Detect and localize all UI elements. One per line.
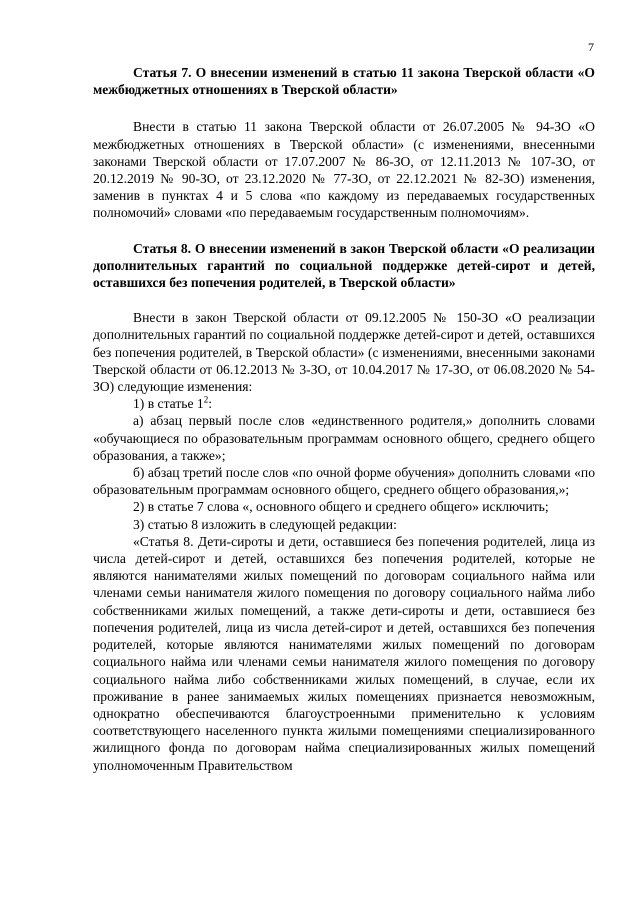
page-number: 7 xyxy=(588,40,594,54)
item-1-colon: : xyxy=(208,396,213,412)
item-1b: б) абзац третий после слов «по очной форме обучения» дополнить словами «по образовательным программам основного общего, среднего общего образования,»; xyxy=(93,465,595,498)
article-8-heading: Статья 8. О внесении изменений в закон Тверской области «О реализации дополнительных гарантий по социальной поддержке детей-сирот и детей, оставшихся без попечения родителей, в Тверской области» xyxy=(93,240,595,291)
page-content xyxy=(93,64,595,774)
item-1 xyxy=(93,395,595,412)
item-1-superscript: 2 xyxy=(203,394,209,405)
article-8-quote: «Статья 8. Дети-сироты и дети, оставшиеся без попечения родителей, лица из числа детей-сирот и детей, оставшихся без попечения родителей, которые не являются нанимателями жилых помещений по договорам социального найма или членами семьи нанимателя жилого помещения по договору социального найма либо собственниками жилых помещений, а также дети-сироты и дети, оставшиеся без попечения родителей, лица из числа детей-сирот и детей, оставшихся без попечения родителей, которые являются нанимателями жилых помещений по договорам социального найма или членами семьи нанимателя жилого помещения по договору социального найма либо собственниками жилых помещений, в случае, если их проживание в ранее занимаемых жилых помещениях признается невозможным, однократно обеспечиваются благоустроенными применительно к условиям соответствующего населенного пункта жилыми помещениями специализированного жилищного фонда по договорам найма специализированных жилых помещений уполномоченным Правительством xyxy=(93,533,595,773)
article-7-heading: Статья 7. О внесении изменений в статью 11 закона Тверской области «О межбюджетных отношениях в Тверской области» xyxy=(93,65,595,98)
item-2: 2) в статье 7 слова «, основного общего и среднего общего» исключить; xyxy=(133,499,549,515)
item-1-text: 1) в статье 1 xyxy=(133,396,204,412)
item-1a: а) абзац первый после слов «единственного родителя,» дополнить словами «обучающиеся по образовательным программам основного общего, среднего общего образования, а также»; xyxy=(93,413,595,463)
article-8-intro: Внести в закон Тверской области от 09.12.2005 № 150-ЗО «О реализации дополнительных гарантий по социальной поддержке детей-сирот и детей, оставшихся без попечения родителей, в Тверской области» (с изменениями, внесенными законами Тверской области от 06.12.2013 № 3-ЗО, от 10.04.2017 № 17-ЗО, от 06.08.2020 № 54-ЗО) следующие изменения: xyxy=(93,310,595,395)
item-3: 3) статью 8 изложить в следующей редакции: xyxy=(133,516,397,532)
article-7-body: Внести в статью 11 закона Тверской области от 26.07.2005 № 94-ЗО «О межбюджетных отношениях в Тверской области» (с изменениями, внесенными законами Тверской области от 17.07.2007 № 86-ЗО, от 12.11.2013 № 107-ЗО, от 20.12.2019 № 90-ЗО, от 23.12.2020 № 77-ЗО, от 22.12.2021 № 82-ЗО) изменения, заменив в пунктах 4 и 5 слова «по каждому из передаваемых государственных полномочий» словами «по передаваемым государственным полномочиям». xyxy=(93,119,595,221)
